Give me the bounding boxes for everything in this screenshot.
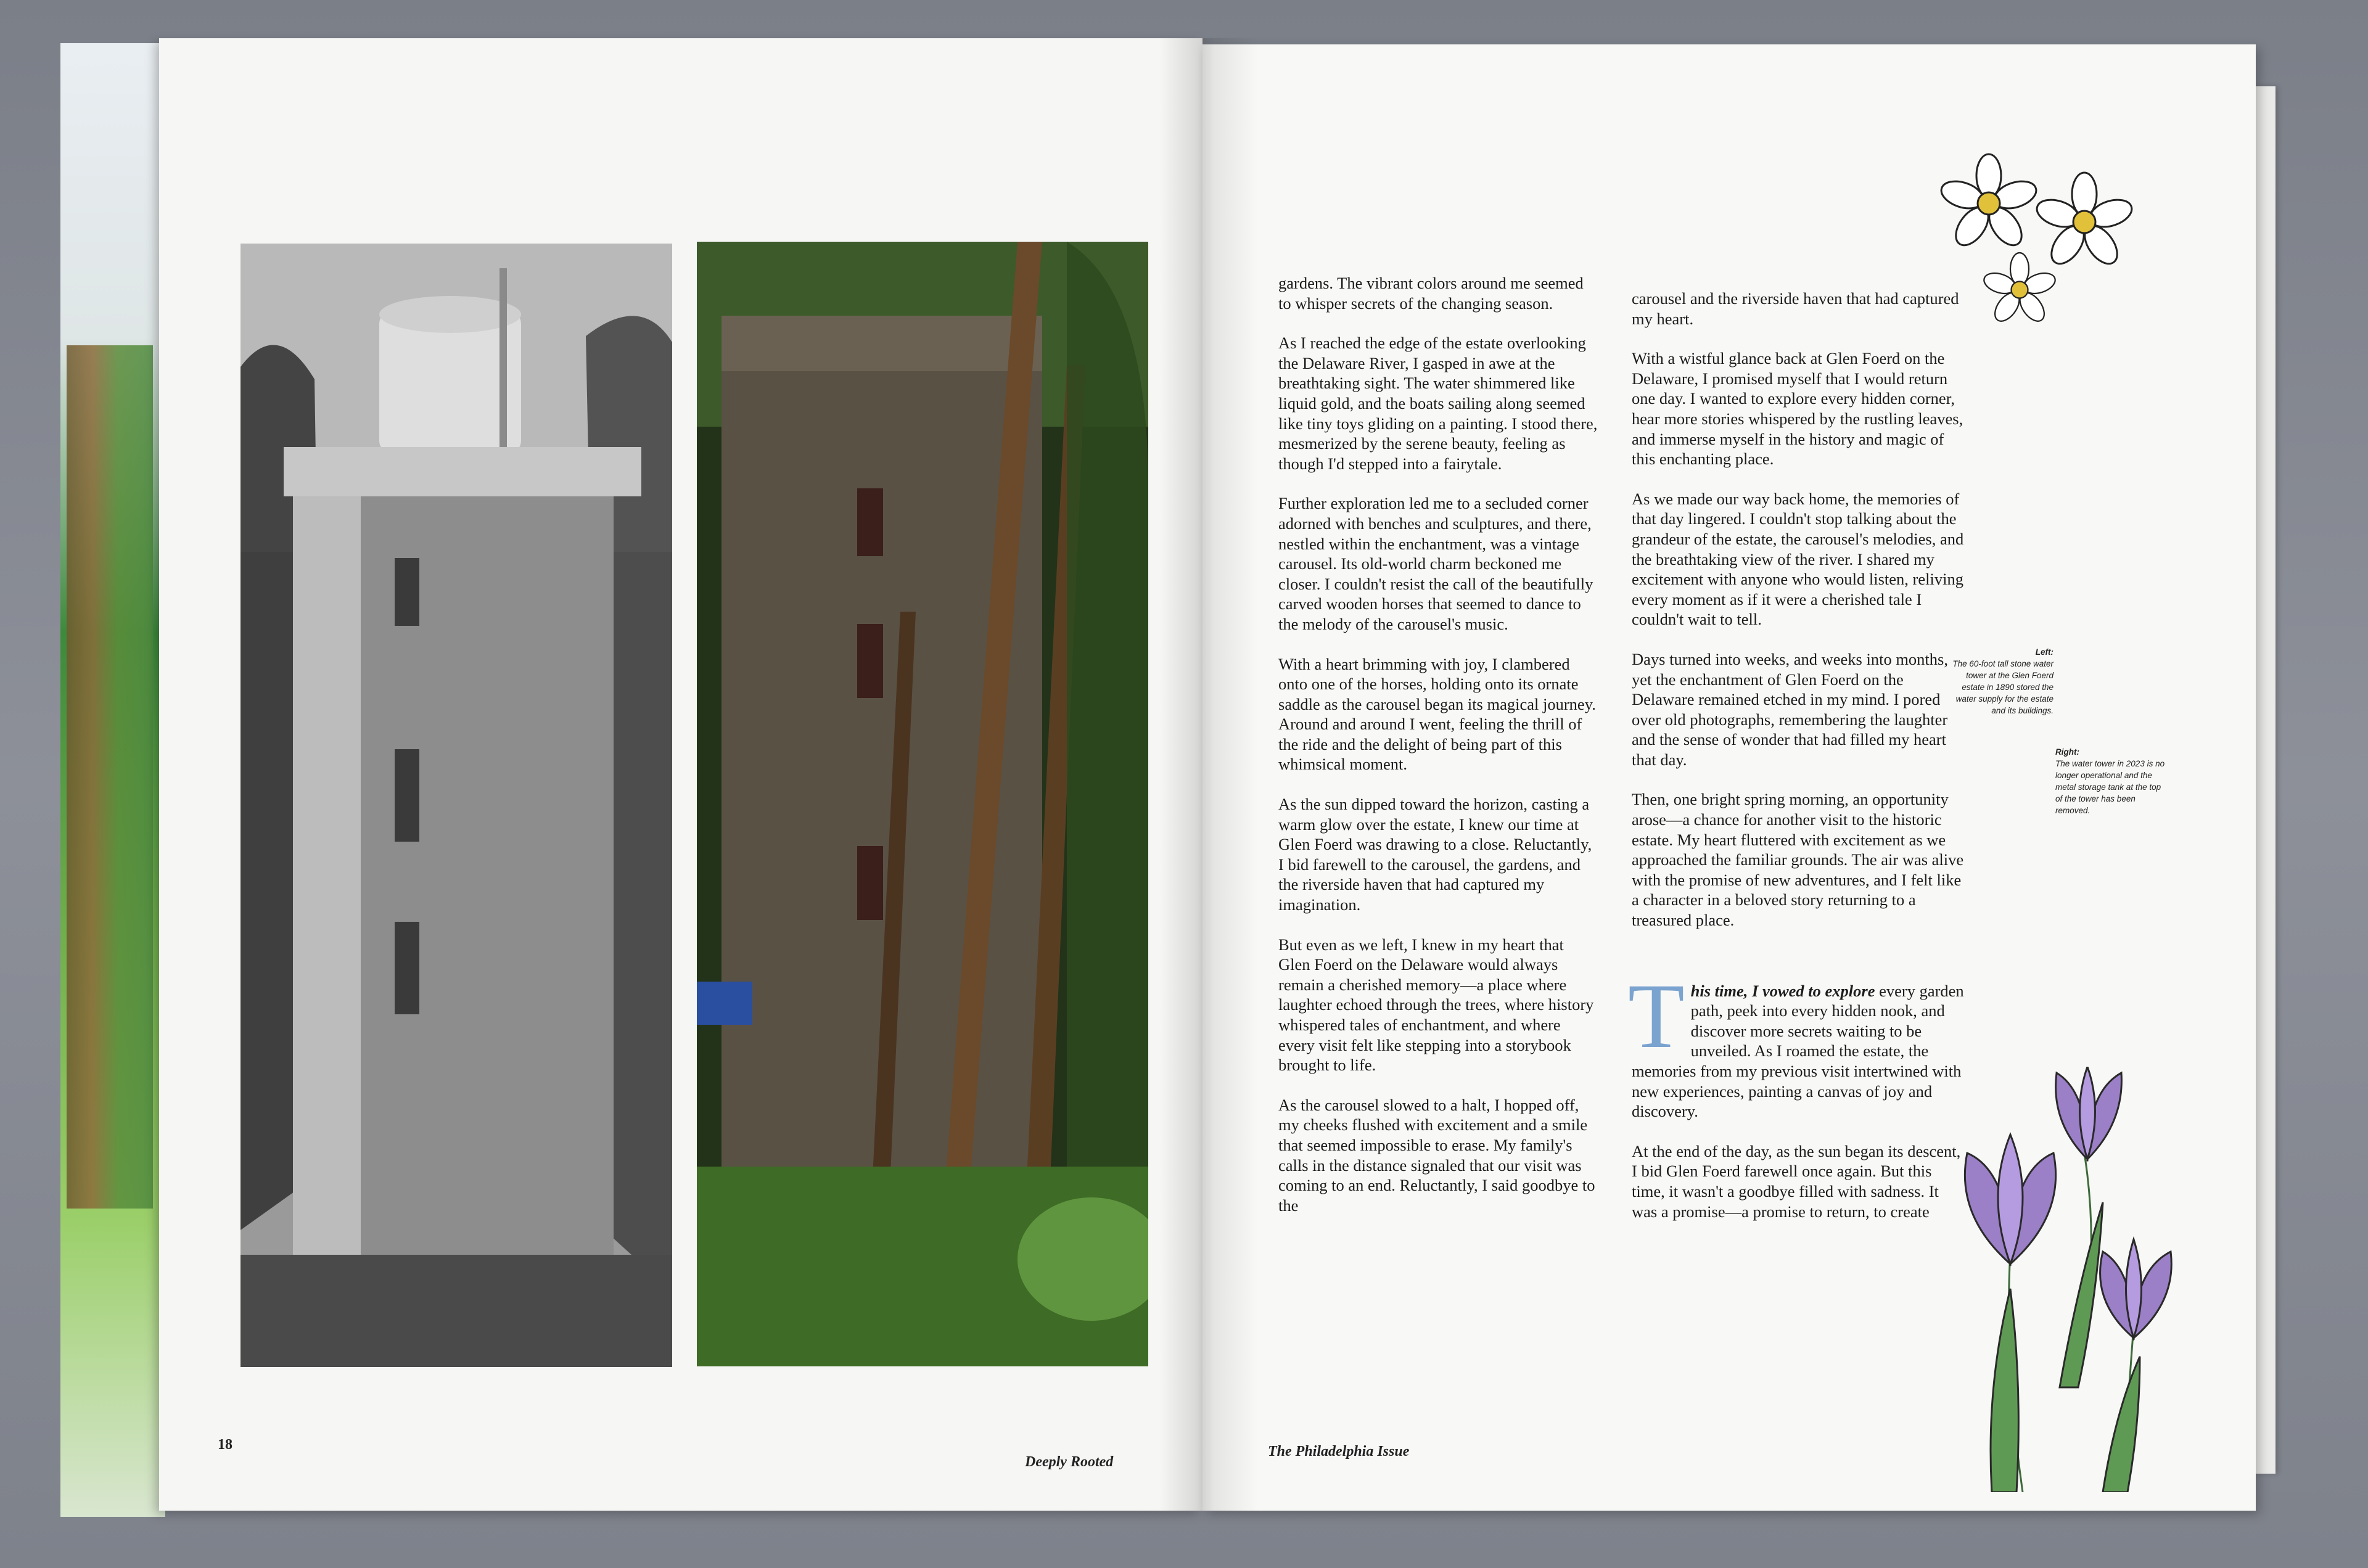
right-footer-title: The Philadelphia Issue [1268,1443,1410,1459]
paragraph: With a wistful glance back at Glen Foerd on the Delaware, I promised myself that I would return one day. I wanted to explore every hidden corner, hear more stories whispered by the rustling leaves, and immerse myself in the history and magic of this enchanting place. [1632,349,1963,469]
article-column-2 [1628,289,1965,1241]
paragraph: gardens. The vibrant colors around me seemed to whisper secrets of the changing season. [1278,274,1584,313]
tower-bw-illustration [240,244,672,1367]
paragraph: Then, one bright spring morning, an opportunity arose—a chance for another visit to the historic estate. My heart fluttered with excitement as we approached the familiar grounds. The air was alive with the promise of new adventures, and I felt like a character in a beloved story returning to a treasured place. [1632,790,1964,930]
dropcap-lead-in: his time, I vowed to explore [1690,981,1875,1000]
caption-left [1942,646,2054,716]
tower-color-illustration [697,242,1148,1366]
page-number: 18 [218,1437,232,1453]
paragraph: Days turned into weeks, and weeks into months, yet the enchantment of Glen Foerd on the Delaware remained etched in my mind. I pored over old photographs, remembering the laughter and the sense of wonder that had filled my heart that day. [1632,649,1948,769]
caption-left-text: The 60-foot tall stone water tower at the Glen Foerd estate in 1890 stored the water supply for the estate and its buildings. [1952,659,2054,715]
cover-painting-strip [67,345,153,1209]
paragraph: But even as we left, I knew in my heart that Glen Foerd on the Delaware would always remain a cherished memory—a place where laughter echoed through the trees, where history whispered tales of enchantment, and where every visit felt like stepping into a storybook brought to life. [1278,935,1594,1075]
paragraph: As the carousel slowed to a halt, I hopped off, my cheeks flushed with excitement and a smile that seemed impossible to erase. My family's calls in the distance signaled that our visit was coming to an end. Reluctantly, I said goodbye to the [1278,1095,1595,1215]
caption-right-label: Right: [2055,747,2079,757]
paragraph: As the sun dipped toward the horizon, casting a warm glow over the estate, I knew our time at Glen Foerd was drawing to a close. Reluctantly, I bid farewell to the carousel, the gardens, and the riverside haven that had captured my imagination. [1278,795,1592,914]
paragraph: Further exploration led me to a secluded corner adorned with benches and sculptures, and there, nestled within the enchantment, was a vintage carousel. Its old-world charm beckoned me closer. I couldn't resist the call of the beautifully carved wooden horses that seemed to dance to the melody of the carousel's music. [1278,494,1593,633]
dropcap-letter: T [1628,964,1685,1067]
dropcap-paragraph [1628,964,1965,1122]
paragraph: As I reached the edge of the estate overlooking the Delaware River, I gasped in awe at the breathtaking sight. The water shimmered like liquid gold, and the boats sailing along seemed like tiny toys gliding on a painting. I stood there, mesmerized by the serene beauty, feeling as though I'd stepped into a fairytale. [1278,334,1598,473]
article-column-1 [1278,273,1599,1235]
paragraph: carousel and the riverside haven that had captured my heart. [1632,289,1959,328]
paragraph: As we made our way back home, the memories of that day lingered. I couldn't stop talking about the grandeur of the estate, the carousel's melodies, and the breathtaking view of the river. I shared my excitement with anyone who would listen, reliving every moment as if it were a cherished tale I couldn't wait to tell. [1632,489,1964,629]
paragraph: At the end of the day, as the sun began its descent, I bid Glen Foerd farewell once again. But this time, it wasn't a goodbye filled with sadness. It was a promise—a promise to return, to create [1632,1141,1961,1221]
historic-water-tower-photo [240,244,672,1367]
caption-right [2055,746,2166,816]
paragraph: With a heart brimming with joy, I clambered onto one of the horses, holding onto its ornate saddle as the carousel began its magical journey. Around and around I went, feeling the thrill of the ride and the delight of being part of this whimsical moment. [1278,654,1596,774]
crocus-illustration [1918,1067,2202,1492]
present-water-tower-photo [697,242,1148,1366]
caption-left-label: Left: [2035,647,2054,657]
dropcap-body: every garden path, peek into every hidden nook, and discover more secrets waiting to be unveiled. As I roamed the estate, the memories from my previous visit intertwined with new experiences, painting a canvas of joy and discovery. [1632,981,1964,1121]
caption-right-text: The water tower in 2023 is no longer operational and the metal storage tank at the top of the tower has been removed. [2055,759,2165,815]
daisy-illustration [1924,139,2158,342]
left-footer-title: Deeply Rooted [1025,1454,1114,1470]
